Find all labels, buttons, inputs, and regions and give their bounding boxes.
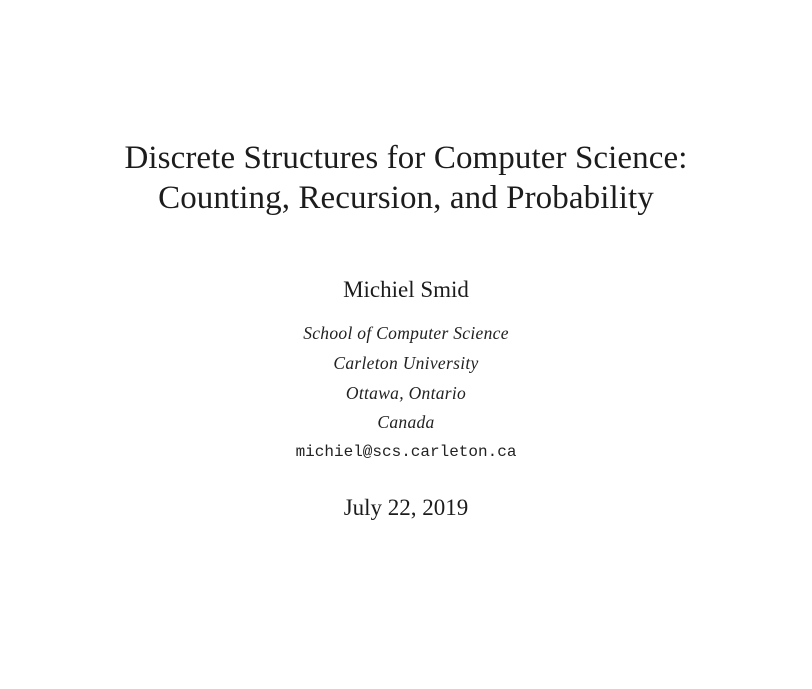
affiliation-university: Carleton University [333,353,479,373]
affiliation-country: Canada [377,412,435,432]
affiliation-city: Ottawa, Ontario [345,383,467,403]
document-title-line-1: Discrete Structures for Computer Science: [124,140,688,176]
document-date: July 22, 2019 [343,495,469,520]
affiliation-department: School of Computer Science [303,323,509,343]
author-email: michiel@scs.carleton.ca [295,443,517,461]
document-title-line-2: Counting, Recursion, and Probability [158,180,654,216]
author-name: Michiel Smid [343,277,469,302]
